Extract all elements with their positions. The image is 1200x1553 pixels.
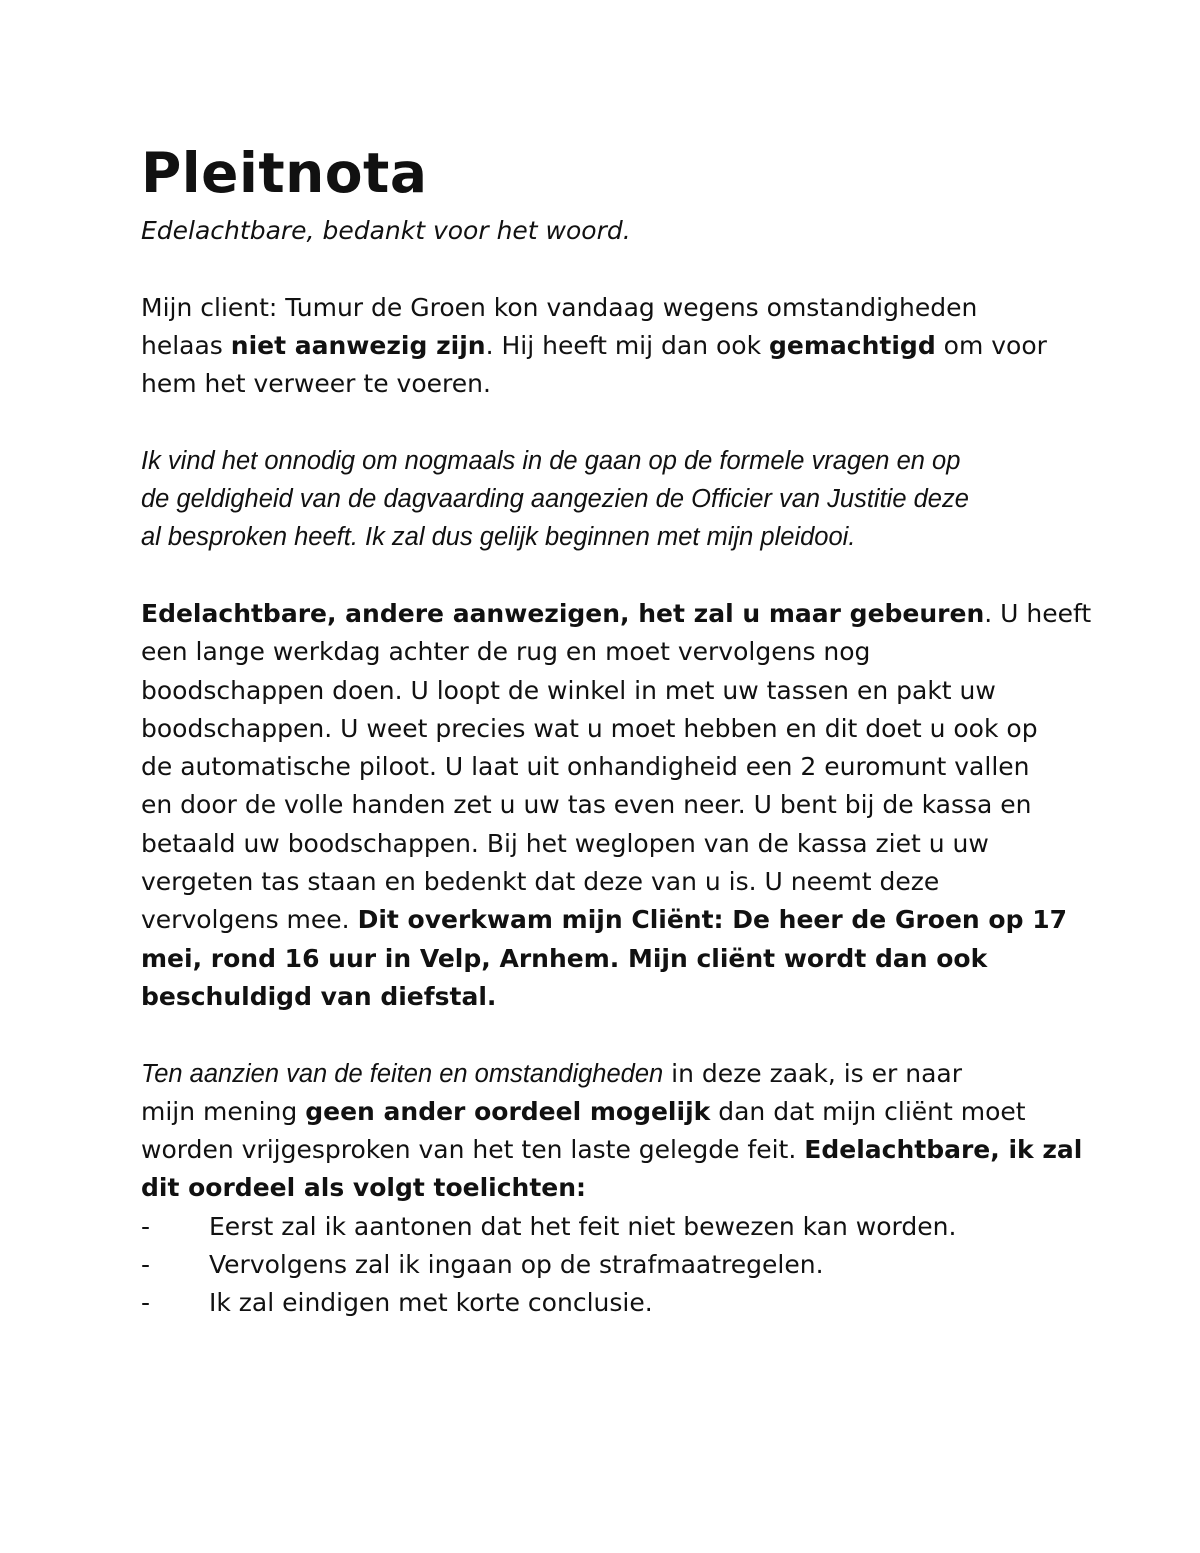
text-line: mei, rond 16 uur in Velp, Arnhem. Mijn cliënt wordt dan ook — [141, 943, 988, 973]
list-item — [141, 1246, 1066, 1284]
text-line: een lange werkdag achter de rug en moet vervolgens nog — [141, 637, 871, 667]
text-line: de automatische piloot. U laat uit onhandigheid een 2 euromunt vallen — [141, 752, 1030, 782]
text-line — [141, 1131, 1083, 1169]
italic-run: Ten aanzien van de feiten en omstandigheden — [141, 1059, 664, 1088]
text-run: dan dat mijn cliënt moet — [710, 1096, 1026, 1126]
text-run: worden vrijgesproken van het ten laste gelegde feit. — [141, 1135, 805, 1165]
text-line — [141, 901, 1066, 939]
text-run: mijn mening — [141, 1096, 306, 1126]
text-line: dit oordeel als volgt toelichten: — [141, 1173, 587, 1203]
document-title: Pleitnota — [141, 141, 428, 205]
text-line: boodschappen. U weet precies wat u moet hebben en dit doet u ook op — [141, 713, 1038, 743]
text-run: om voor — [935, 330, 1047, 360]
text-line: de geldigheid van de dagvaarding aangezien de Officier van Justitie deze — [141, 485, 969, 514]
text-run: vervolgens mee. — [141, 905, 358, 935]
text-run: helaas — [141, 330, 231, 360]
text-line — [141, 1093, 1066, 1131]
text-line: hem het verweer te voeren. — [141, 369, 491, 399]
spacer — [141, 250, 1066, 288]
text-run: . Hij heeft mij dan ook — [485, 330, 770, 360]
outline-list — [141, 1208, 1066, 1323]
spacer — [141, 1016, 1066, 1054]
text-line — [141, 1055, 1066, 1093]
paragraph-client-absent — [141, 289, 1066, 404]
paragraph-judgement — [141, 1055, 1083, 1208]
intro-line: Edelachtbare, bedankt voor het woord. — [141, 216, 631, 245]
document-page — [141, 138, 1092, 1323]
list-item-text: Vervolgens zal ik ingaan op de strafmaatregelen. — [209, 1250, 824, 1280]
text-line: al besproken heeft. Ik zal dus gelijk beginnen met mijn pleidooi. — [141, 523, 856, 552]
list-item — [141, 1284, 1066, 1322]
list-item-text: Ik zal eindigen met korte conclusie. — [209, 1288, 653, 1318]
text-line: Ik vind het onnodig om nogmaals in de gaan op de formele vragen en op — [141, 446, 961, 475]
dash-bullet: - — [141, 1250, 151, 1280]
text-line: boodschappen doen. U loopt de winkel in met uw tassen en pakt uw — [141, 675, 996, 705]
text-line: betaald uw boodschappen. Bij het weglopen van de kassa ziet u uw — [141, 828, 989, 858]
bold-run: geen ander oordeel mogelijk — [305, 1096, 711, 1126]
list-item — [141, 1208, 1066, 1246]
text-line: en door de volle handen zet u uw tas even neer. U bent bij de kassa en — [141, 790, 1032, 820]
bold-run: gemachtigd — [769, 330, 936, 360]
text-line — [141, 327, 1066, 365]
text-line: Mijn client: Tumur de Groen kon vandaag wegens omstandigheden — [141, 292, 978, 322]
bold-run: Dit overkwam mijn Cliënt: De heer de Groen op 17 — [357, 905, 1067, 935]
spacer — [141, 403, 1066, 441]
text-run: in deze zaak, is er naar — [663, 1058, 963, 1088]
bold-run: niet aanwezig zijn — [230, 330, 486, 360]
text-line — [141, 595, 1092, 633]
bold-run: Edelachtbare, ik zal — [804, 1135, 1083, 1165]
bold-run: Edelachtbare, andere aanwezigen, het zal u maar gebeuren — [141, 598, 985, 628]
list-item-text: Eerst zal ik aantonen dat het feit niet bewezen kan worden. — [209, 1211, 957, 1241]
paragraph-scenario — [141, 595, 1092, 1016]
text-line: vergeten tas staan en bedenkt dat deze van u is. U neemt deze — [141, 867, 940, 897]
spacer — [141, 557, 1066, 595]
dash-bullet: - — [141, 1211, 151, 1241]
text-run: . U heeft — [984, 598, 1092, 628]
text-line: beschuldigd van diefstal. — [141, 981, 497, 1011]
paragraph-formal-questions — [141, 442, 1066, 557]
dash-bullet: - — [141, 1288, 151, 1318]
